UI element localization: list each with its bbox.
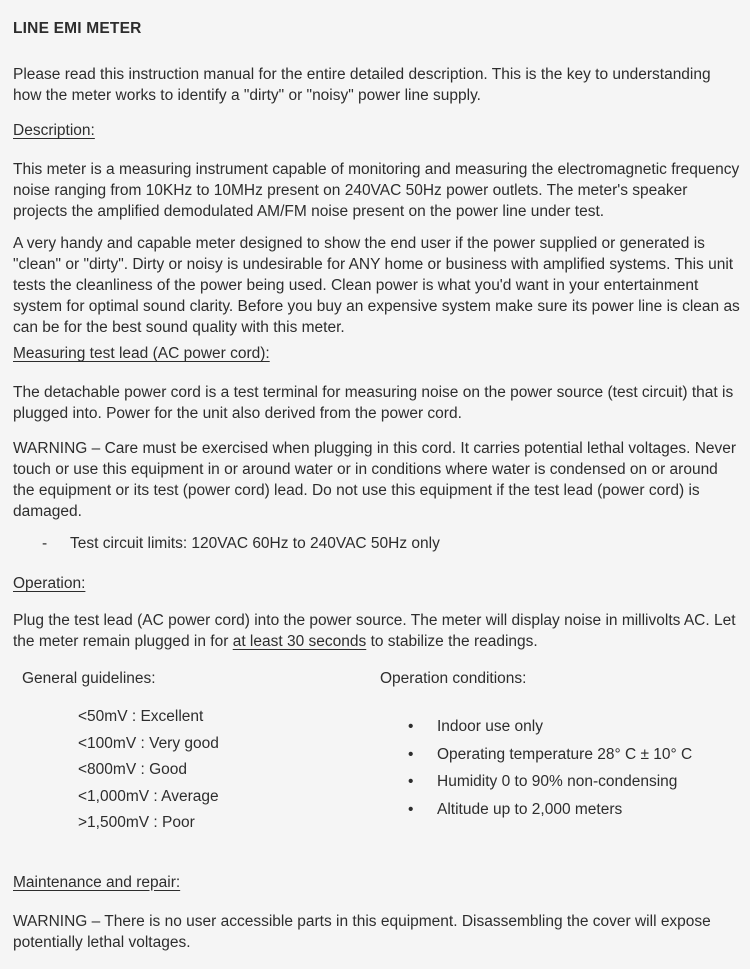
section-heading-description: Description: (13, 122, 95, 139)
condition-text: Indoor use only (437, 718, 543, 735)
operation-text-underlined: at least 30 seconds (232, 633, 367, 650)
maintenance-warning-paragraph: WARNING – There is no user accessible parts in this equipment. Disassembling the cover will expose potentially lethal voltages. (13, 912, 711, 951)
general-guidelines-heading: General guidelines: (22, 670, 156, 687)
guidelines-conditions-columns (13, 668, 740, 839)
operation-text-before: Plug the test lead (AC power cord) into the power source. The meter will display noise in millivolts AC. Let the meter remain plugged in for (13, 612, 736, 650)
guideline-item: <800mV : Good (78, 761, 187, 778)
guideline-item: >1,500mV : Poor (78, 814, 195, 831)
condition-item (408, 716, 740, 737)
operation-paragraph (13, 610, 740, 652)
general-guidelines-section (13, 668, 380, 839)
guidelines-list (13, 706, 380, 833)
conditions-list (380, 716, 740, 820)
condition-text: Altitude up to 2,000 meters (437, 800, 623, 818)
section-heading-operation: Operation: (13, 575, 86, 592)
condition-item (408, 771, 740, 792)
guideline-item: <100mV : Very good (78, 734, 219, 752)
test-lead-warning-paragraph: WARNING – Care must be exercised when plugging in this cord. It carries potential lethal voltages. Never touch or use this equipment in or around water or in conditions where water is condensed on or around the equipment or its test (power cord) lead. Do not use this equipment if the test lead (power cord) is damaged. (13, 440, 737, 520)
guideline-item: <1,000mV : Average (78, 787, 219, 805)
bullet-icon: • (408, 800, 414, 818)
dash-bullet-icon: - (42, 535, 48, 552)
guideline-item: <50mV : Excellent (78, 708, 204, 725)
test-circuit-limits-text: Test circuit limits: 120VAC 60Hz to 240VAC 50Hz only (70, 535, 440, 552)
bullet-icon: • (408, 718, 414, 735)
operation-text-after: to stabilize the readings. (366, 633, 538, 650)
condition-text: Operating temperature 28° C ± 10° C (437, 745, 693, 763)
test-circuit-limits-item (13, 533, 740, 554)
description-paragraph-2: A very handy and capable meter designed to show the end user if the power supplied or generated is "clean" or "dirty". Dirty or noisy is undesirable for ANY home or business with amplified systems. This unit tests the cleanliness of the power being used. Clean power is what you'd want in your entertainment system for optimal sound clarity. Before you buy an expensive system make sure its power line is clean as can be for the best sound quality with this meter. (13, 235, 740, 336)
operation-conditions-section (380, 668, 740, 826)
condition-text: Humidity 0 to 90% non-condensing (437, 773, 678, 790)
document-title: LINE EMI METER (13, 20, 142, 37)
section-heading-test-lead: Measuring test lead (AC power cord): (13, 345, 270, 362)
operation-conditions-heading: Operation conditions: (380, 670, 527, 687)
section-heading-maintenance: Maintenance and repair: (13, 873, 181, 891)
test-lead-paragraph: The detachable power cord is a test terminal for measuring noise on the power source (test circuit) that is plugged into. Power for the unit also derived from the power cord. (13, 384, 734, 422)
bullet-icon: • (408, 745, 414, 763)
bullet-icon: • (408, 773, 414, 790)
condition-item (408, 799, 740, 820)
description-paragraph-1: This meter is a measuring instrument capable of monitoring and measuring the electromagnetic frequency noise ranging from 10KHz to 10MHz present on 240VAC 50Hz power outlets. The meter's speaker projects the amplified demodulated AM/FM noise present on the power line under test. (13, 161, 740, 220)
condition-item (408, 744, 740, 765)
intro-paragraph: Please read this instruction manual for the entire detailed description. This is the key to understanding how the meter works to identify a "dirty" or "noisy" power line supply. (13, 66, 711, 104)
